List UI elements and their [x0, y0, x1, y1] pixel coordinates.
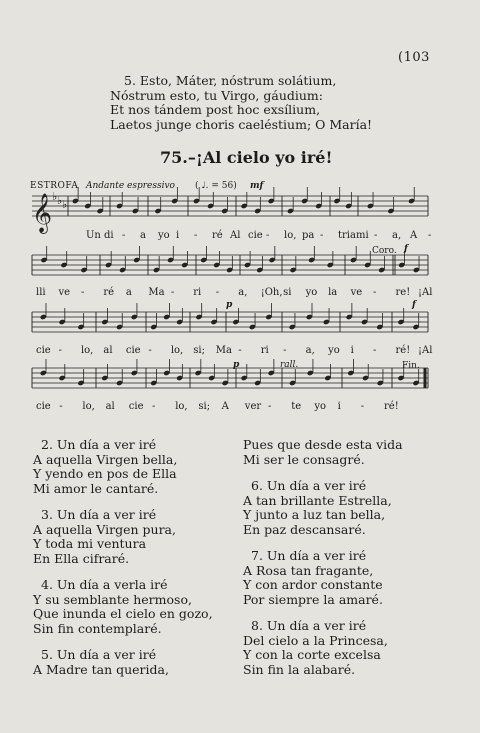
verse-line: Y con la corte excelsa	[243, 647, 381, 662]
verse-line: En paz descansaré.	[243, 521, 366, 537]
lyric-syllable: -	[283, 345, 287, 356]
lyric-syllable: di	[104, 230, 114, 241]
lyric-syllable: si	[283, 287, 292, 298]
lyric-syllable: -	[152, 401, 156, 412]
tempo-marking: Andante espressivo	[86, 181, 175, 191]
verse-line: Sin fin contemplaré.	[33, 620, 162, 636]
lyric-syllable: a	[125, 287, 132, 298]
lyric-syllable: -	[59, 401, 63, 412]
lyric-syllable: ré!	[395, 345, 411, 356]
verses-left-column	[33, 438, 213, 689]
verse-line: 3. Un día a ver iré	[41, 507, 157, 522]
dynamic-piano: p	[226, 300, 233, 310]
lyric-syllable: re!	[395, 287, 411, 298]
lyric-syllable: ver	[244, 401, 262, 412]
coro-label: Coro.	[372, 246, 397, 256]
verse-line: Y junto a luz tan bella,	[243, 507, 386, 522]
lyric-syllable: i	[350, 345, 354, 356]
lyric-syllable: ¡Al	[418, 287, 433, 298]
verse-line: En Ella cifraré.	[33, 550, 130, 566]
verse-line: A aquella Virgen pura,	[33, 521, 176, 537]
lyric-syllable: -	[374, 230, 378, 241]
lyric-syllable: -	[148, 345, 152, 356]
verse-line: 5. Un día a ver iré	[41, 647, 157, 662]
lyric-syllable: cie	[128, 401, 144, 412]
verse-line: 6. Un día a ver iré	[251, 478, 367, 493]
right-verse	[243, 479, 403, 537]
verse-line: Y su semblante hermoso,	[33, 591, 192, 607]
treble-clef-icon: 𝄞	[32, 193, 53, 233]
hymn-title: 75.–¡Al cielo yo iré!	[160, 148, 333, 167]
flat-icon: ♭	[57, 194, 63, 207]
verse-line: Y con ardor constante	[243, 577, 383, 592]
verse-line: Del cielo a la Princesa,	[243, 632, 388, 648]
lyric-syllable: lo,	[170, 345, 184, 356]
lyric-syllable: A	[221, 401, 229, 412]
lyric-syllable: ré	[103, 287, 115, 298]
lyric-syllable: lo,	[175, 401, 188, 412]
lyric-syllable: i	[176, 230, 180, 241]
lyric-syllable: lo,	[82, 401, 95, 412]
lyric-syllable: ré	[212, 230, 223, 241]
lyric-syllable: -	[428, 230, 432, 241]
lyric-syllable: ve	[58, 287, 71, 298]
lyric-syllable: cie	[36, 345, 51, 356]
verse-line: A aquella Virgen bella,	[33, 451, 178, 467]
lyric-syllable: yo	[328, 345, 340, 356]
lyric-syllable: ri	[193, 287, 202, 298]
verse-line: Sin fin la alabaré.	[243, 661, 356, 677]
metronome-marking: ( ♩. = 56)	[195, 181, 237, 191]
lyric-syllable: cie	[36, 401, 51, 412]
lyric-syllable: a,	[305, 345, 315, 356]
lyric-syllable: -	[215, 287, 220, 298]
lyric-syllable: lli	[36, 287, 46, 298]
lyric-syllable: Al	[230, 230, 241, 241]
right-verse	[243, 619, 403, 677]
lyric-syllable: te	[291, 401, 302, 412]
lyric-syllable: -	[238, 345, 242, 356]
lyric-syllable: -	[58, 345, 62, 356]
lyric-syllable: A	[410, 230, 418, 241]
lyric-syllable: cie	[125, 345, 141, 356]
lyric-syllable: -	[80, 287, 85, 298]
fin-marking: Fin.	[402, 361, 420, 371]
stanza-line: 5. Esto, Máter, nóstrum solátium,	[124, 73, 337, 88]
lyric-syllable: -	[320, 230, 324, 241]
left-verse	[33, 578, 213, 636]
lyric-syllable: a	[140, 230, 146, 241]
verse-line: Mi ser le consagré.	[243, 451, 365, 467]
stanza-line: Nóstrum esto, tu Virgo, gáudium:	[110, 87, 323, 103]
left-verse	[33, 438, 213, 496]
lyric-syllable: al	[103, 345, 113, 356]
lyric-syllable: ¡Al	[418, 345, 433, 356]
page-number: (103	[398, 50, 430, 65]
lyric-syllable: ve	[350, 287, 363, 298]
lyric-syllable: Un	[86, 230, 101, 241]
lyric-syllable: cie	[248, 230, 263, 241]
verse-line: Pues que desde esta vida	[243, 437, 403, 452]
lyric-syllable: yo	[314, 401, 327, 412]
dynamic-piano: p	[233, 360, 240, 370]
verse-line: Mi amor le cantaré.	[33, 480, 159, 496]
lyric-syllable: lo,	[80, 345, 94, 356]
lyric-syllable: Ma	[215, 345, 232, 356]
verse-line: Por siempre la amaré.	[243, 591, 383, 607]
lyric-syllable: si;	[198, 401, 211, 412]
flat-icon: ♭	[62, 198, 68, 211]
lyric-syllable: lo,	[284, 230, 297, 241]
lyric-syllable: a,	[238, 287, 248, 298]
dynamic-forte: f	[404, 244, 408, 254]
lyric-syllable: tria	[338, 230, 356, 241]
lyric-syllable: si;	[193, 345, 205, 356]
left-verse	[33, 648, 213, 677]
rallentando-marking: rall.	[280, 360, 299, 370]
verse-line: 4. Un día a verla iré	[41, 577, 168, 592]
verse-line: Que inunda el cielo en gozo,	[33, 606, 213, 621]
lyric-syllable: -	[194, 230, 198, 241]
stanza-line: Et nos tándem post hoc exsílium,	[110, 102, 321, 117]
right-verse	[243, 549, 403, 607]
lyric-syllable: pa	[302, 230, 315, 241]
lyric-syllable: -	[122, 230, 126, 241]
stanza-line: Laetos junge choris caeléstium; O María!	[110, 116, 373, 132]
lyric-syllable: la	[328, 287, 338, 298]
lyric-syllable: a,	[392, 230, 402, 241]
section-label: ESTROFA	[30, 181, 79, 191]
verses-right-column	[243, 438, 403, 689]
dynamic-forte: f	[412, 300, 416, 310]
verse-line: A tan brillante Estrella,	[243, 492, 392, 508]
lyric-syllable: -	[268, 401, 272, 412]
lyric-syllable: ré!	[384, 401, 399, 412]
verse-line: A Madre tan querida,	[33, 661, 169, 677]
verse-line: 8. Un día a ver iré	[251, 618, 367, 633]
dynamic-marking: mf	[250, 181, 264, 191]
verse-line: A Rosa tan fragante,	[243, 562, 374, 578]
lyric-syllable: i	[337, 401, 341, 412]
lyric-syllable: al	[105, 401, 115, 412]
lyric-syllable: -	[170, 287, 175, 298]
lyric-syllable: Ma	[148, 287, 165, 298]
right-verse	[243, 438, 403, 467]
lyric-syllable: mi	[356, 230, 369, 241]
lyric-syllable: -	[373, 287, 377, 298]
lyric-syllable: -	[360, 401, 365, 412]
left-verse	[33, 508, 213, 566]
lyric-syllable: ¡Oh,	[260, 287, 283, 298]
lyric-syllable: -	[373, 345, 377, 356]
verse-line: 7. Un día a ver iré	[251, 548, 367, 563]
verse-line: Y toda mi ventura	[33, 536, 147, 551]
lyric-syllable: -	[266, 230, 270, 241]
lyric-syllable: ri	[260, 345, 269, 356]
verse-line: 2. Un día a ver iré	[41, 437, 157, 452]
lyric-syllable: yo	[305, 287, 318, 298]
verse-line: Y yendo en pos de Ella	[33, 466, 177, 481]
lyric-syllable: yo	[158, 230, 170, 241]
flat-icon: ♭	[52, 190, 58, 203]
